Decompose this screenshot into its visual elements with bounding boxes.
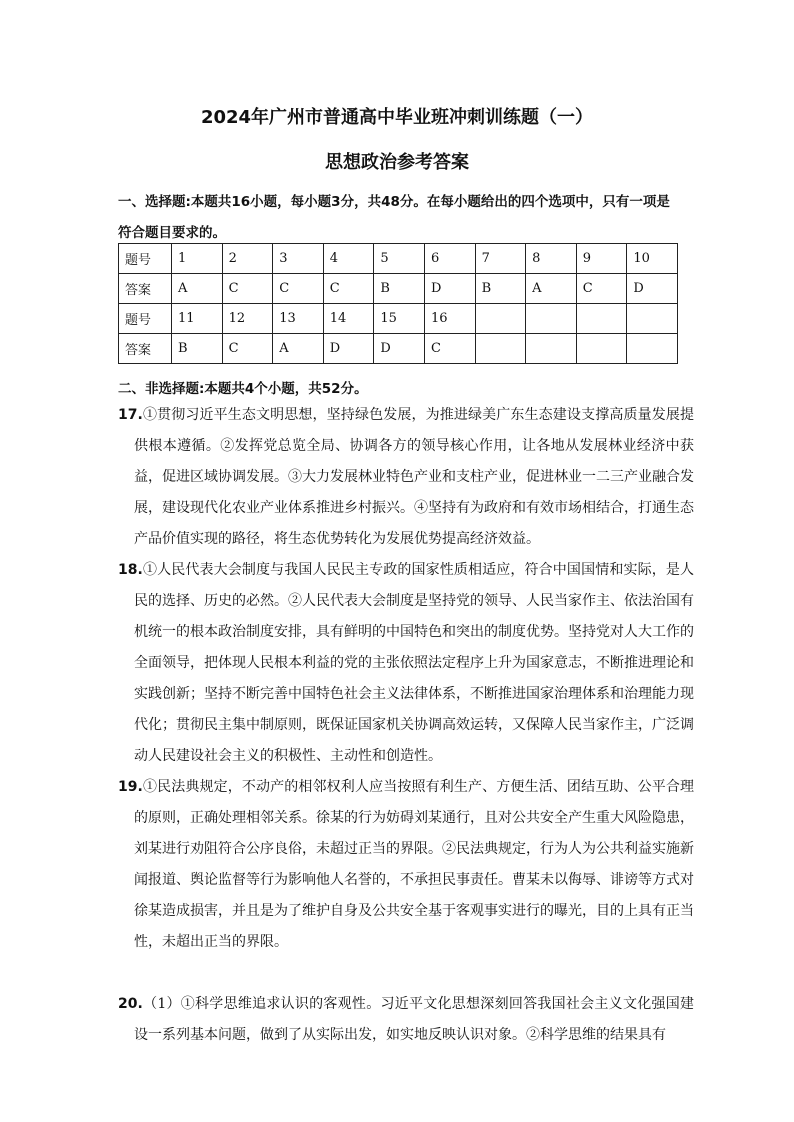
question-number: 17. [118,407,143,423]
table-cell: 8 [526,244,577,274]
table-cell: B [374,274,425,304]
table-cell: C [222,274,273,304]
table-cell: D [374,334,425,364]
table-cell: 4 [323,244,374,274]
document-subtitle: 思想政治参考答案 [325,152,469,173]
answer-18 [118,555,694,772]
table-cell: B [172,334,223,364]
section-2-heading: 二、非选择题:本题共4个小题，共52分。 [118,381,368,397]
table-cell: 12 [222,304,273,334]
table-cell: C [273,274,324,304]
table-cell: D [323,334,374,364]
table-cell: 13 [273,304,324,334]
table-cell: D [424,274,475,304]
table-cell [526,334,577,364]
row-label: 答案 [119,334,172,364]
table-cell: C [424,334,475,364]
answer-text: （1）①科学思维追求认识的客观性。习近平文化思想深刻回答我国社会主义文化强国建设一系列基本问题，做到了从实际出发，如实地反映认识对象。②科学思维的结果具有 [134,996,694,1043]
table-cell: 2 [222,244,273,274]
table-cell [627,334,678,364]
table-cell: 9 [576,244,627,274]
question-number: 20. [118,996,143,1012]
table-cell: D [627,274,678,304]
table-cell: 1 [172,244,223,274]
table-cell: 6 [424,244,475,274]
table-row [119,304,678,334]
answer-text: ①民法典规定，不动产的相邻权利人应当按照有利生产、方便生活、团结互助、公平合理的原则，正确处理相邻关系。徐某的行为妨碍刘某通行，且对公共安全产生重大风险隐患，刘某进行劝阻符合公序良俗，未超过正当的界限。②民法典规定，行为人为公共利益实施新闻报道、舆论监督等行为影响他人名誉的，不承担民事责任。曹某未以侮辱、诽谤等方式对徐某造成损害，并且是为了维护自身及公共安全基于客观事实进行的曝光，目的上具有正当性，未超出正当的界限。 [134,779,694,950]
row-label: 答案 [119,274,172,304]
question-number: 18. [118,562,143,578]
table-cell [475,334,526,364]
section-1-heading: 一、选择题:本题共16小题，每小题3分，共48分。在每小题给出的四个选项中，只有一项是符合题目要求的。 [118,194,670,241]
answer-19 [118,772,694,958]
table-cell [576,304,627,334]
table-cell: 5 [374,244,425,274]
table-cell: 3 [273,244,324,274]
table-row [119,244,678,274]
table-cell: 7 [475,244,526,274]
answer-text: ①人民代表大会制度与我国人民民主专政的国家性质相适应，符合中国国情和实际，是人民的选择、历史的必然。②人民代表大会制度是坚持党的领导、人民当家作主、依法治国有机统一的根本政治制度安排，具有鲜明的中国特色和突出的制度优势。坚持党对人大工作的全面领导，把体现人民根本利益的党的主张依照法定程序上升为国家意志，不断推进理论和实践创新；坚持不断完善中国特色社会主义法律体系，不断推进国家治理体系和治理能力现代化；贯彻民主集中制原则，既保证国家机关协调高效运转，又保障人民当家作主，广泛调动人民建设社会主义的积极性、主动性和创造性。 [134,562,694,764]
answer-text: ①贯彻习近平生态文明思想，坚持绿色发展，为推进绿美广东生态建设支撑高质量发展提供根本遵循。②发挥党总览全局、协调各方的领导核心作用，让各地从发展林业经济中获益，促进区域协调发展。③大力发展林业特色产业和支柱产业，促进林业一二三产业融合发展，建设现代化农业产业体系推进乡村振兴。④坚持有为政府和有效市场相结合，打通生态产品价值实现的路径，将生态优势转化为发展优势提高经济效益。 [134,407,694,547]
table-cell: 14 [323,304,374,334]
answer-table [118,243,678,364]
row-label: 题号 [119,304,172,334]
table-cell [526,304,577,334]
question-number: 19. [118,779,143,795]
table-cell: 15 [374,304,425,334]
table-cell: 10 [627,244,678,274]
table-row [119,274,678,304]
answer-17 [118,400,694,555]
document-title: 2024年广州市普通高中毕业班冲刺训练题（一） [200,107,594,128]
table-cell: A [273,334,324,364]
table-cell: C [323,274,374,304]
table-cell: B [475,274,526,304]
table-cell: C [222,334,273,364]
table-cell: C [576,274,627,304]
row-label: 题号 [119,244,172,274]
table-cell: A [526,274,577,304]
table-cell [627,304,678,334]
answer-20 [118,989,694,1051]
table-cell: A [172,274,223,304]
table-row [119,334,678,364]
table-cell [576,334,627,364]
table-cell: 11 [172,304,223,334]
table-cell: 16 [424,304,475,334]
table-cell [475,304,526,334]
